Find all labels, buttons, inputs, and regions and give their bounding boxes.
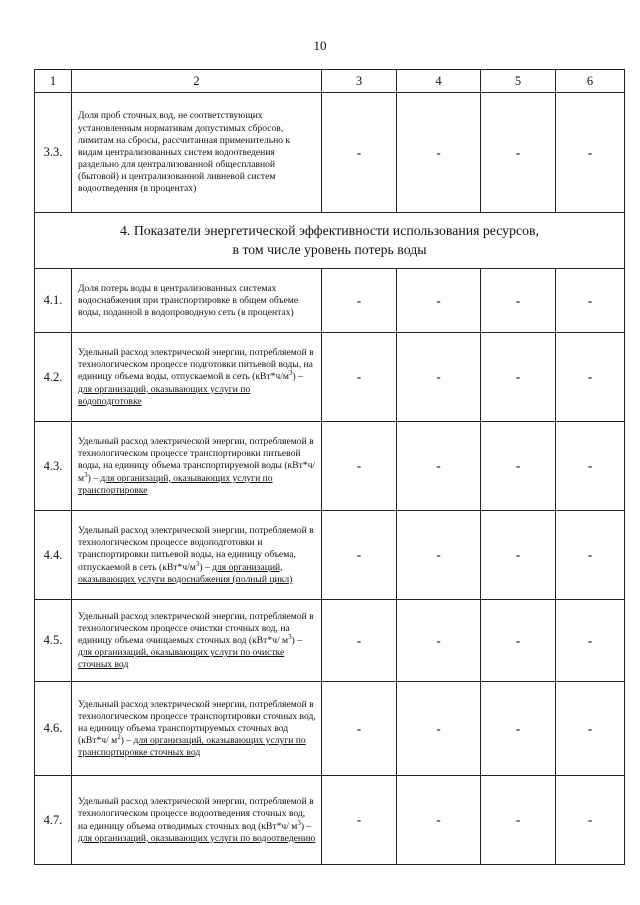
description-text: Удельный расход электрической энергии, потребляемой в технологическом процессе транспортировки сточных вод, на единицу объема транспортируемых сточных вод (кВт*ч/ м [78, 698, 316, 747]
row-number: 4.5. [35, 600, 72, 682]
table-row [35, 269, 625, 333]
row-value-col-5: - [481, 682, 556, 776]
row-value-col-6: - [556, 269, 625, 333]
row-number: 4.2. [35, 333, 72, 422]
row-value-col-6: - [556, 93, 625, 213]
description-dash: ) – [120, 735, 134, 747]
description-dash: ) – [199, 561, 213, 573]
row-value-col-3: - [322, 269, 397, 333]
table-row [35, 93, 625, 213]
row-value-col-5: - [481, 511, 556, 600]
row-description [72, 333, 322, 422]
row-value-col-4: - [397, 269, 481, 333]
row-value-col-6: - [556, 333, 625, 422]
row-value-col-5: - [481, 422, 556, 511]
description-scope: для организаций, оказывающих услуги по водоподготовке [78, 383, 251, 407]
row-number: 4.4. [35, 511, 72, 600]
row-number: 4.7. [35, 776, 72, 865]
row-description: Доля потерь воды в централизованных системах водоснабжения при транспортировке в общем объеме воды, поданной в водопроводную сеть (в процентах) [72, 269, 322, 333]
row-value-col-4: - [397, 682, 481, 776]
header-col-5: 5 [481, 70, 556, 93]
description-scope: для организаций, оказывающих услуги по водоотведению [78, 832, 316, 844]
header-col-2: 2 [72, 70, 322, 93]
unit-exponent: 3 [288, 632, 292, 641]
header-col-3: 3 [322, 70, 397, 93]
row-value-col-5: - [481, 269, 556, 333]
row-value-col-5: - [481, 333, 556, 422]
description-text: Удельный расход электрической энергии, потребляемой в технологическом процессе водоподготовки и транспортировки питьевой воды, на единицу объема, отпускаемой в сеть (кВт*ч/м [78, 525, 314, 573]
table-row [35, 682, 625, 776]
row-value-col-4: - [397, 333, 481, 422]
row-value-col-5: - [481, 600, 556, 682]
table-row [35, 511, 625, 600]
row-value-col-5: - [481, 93, 556, 213]
section-row [35, 213, 625, 269]
table-row [35, 333, 625, 422]
unit-exponent: 3 [289, 369, 293, 378]
description-scope: для организаций, оказывающих услуги по очистке сточных вод [78, 647, 285, 671]
row-description [72, 422, 322, 511]
row-value-col-6: - [556, 682, 625, 776]
row-value-col-4: - [397, 93, 481, 213]
page-number: 10 [313, 38, 327, 53]
row-value-col-6: - [556, 600, 625, 682]
indicators-table [34, 69, 625, 865]
row-value-col-3: - [322, 333, 397, 422]
row-description: Доля проб сточных вод, не соответствующих установленным нормативам допустимых сбросов, лимитам на сбросы, рассчитанная применительно к видам централизованных систем водоотведения раздельно для централизованной общесплавной (бытовой) и централизованной ливневой систем водоотведения (в процентах) [72, 93, 322, 213]
row-description [72, 776, 322, 865]
row-value-col-6: - [556, 776, 625, 865]
table-row [35, 600, 625, 682]
row-value-col-4: - [397, 600, 481, 682]
description-scope: для организаций, оказывающих услуги водоснабжения (полный цикл) [78, 561, 293, 585]
header-col-6: 6 [556, 70, 625, 93]
header-col-1: 1 [35, 70, 72, 93]
description-text: Удельный расход электрической энергии, потребляемой в технологическом процессе водоотведения сточных вод, на единицу объема отводимых сточных вод (кВт*ч/ м [78, 796, 314, 832]
description-dash: ) – [292, 371, 303, 383]
description-text: Удельный расход электрической энергии, потребляемой в технологическом процессе подготовки питьевой воды, на единицу объема воды, отпускаемой в сеть (кВт*ч/м [78, 347, 314, 383]
unit-exponent: 3 [84, 470, 88, 479]
table-row [35, 422, 625, 511]
row-description [72, 682, 322, 776]
row-value-col-4: - [397, 422, 481, 511]
section-heading [35, 213, 625, 269]
row-value-col-5: - [481, 776, 556, 865]
description-dash: ) – [300, 820, 312, 832]
unit-exponent: 3 [195, 559, 200, 568]
row-value-col-3: - [322, 93, 397, 213]
section-heading-line-1: 4. Показатели энергетической эффективности использования ресурсов, [120, 222, 539, 238]
section-heading-line-2: в том числе уровень потерь воды [232, 241, 427, 257]
row-value-col-3: - [322, 511, 397, 600]
row-value-col-6: - [556, 511, 625, 600]
row-number: 4.3. [35, 422, 72, 511]
row-description [72, 511, 322, 600]
unit-exponent: 2 [117, 732, 121, 741]
row-value-col-4: - [397, 776, 481, 865]
row-number: 4.1. [35, 269, 72, 333]
header-col-4: 4 [397, 70, 481, 93]
row-value-col-4: - [397, 511, 481, 600]
row-value-col-3: - [322, 776, 397, 865]
description-dash: ) – [87, 472, 101, 484]
row-value-col-3: - [322, 600, 397, 682]
row-value-col-6: - [556, 422, 625, 511]
row-number: 4.6. [35, 682, 72, 776]
row-number: 3.3. [35, 93, 72, 213]
row-value-col-3: - [322, 422, 397, 511]
row-description [72, 600, 322, 682]
unit-exponent: 3 [297, 818, 301, 827]
description-scope: для организаций, оказывающих услуги по транспортировке сточных вод [78, 735, 306, 759]
description-scope: для организаций, оказывающих услуги по транспортировке [78, 472, 273, 496]
table-header-row [35, 70, 625, 93]
description-dash: ) – [291, 634, 303, 646]
row-value-col-3: - [322, 682, 397, 776]
table-row [35, 776, 625, 865]
description-text: Удельный расход электрической энергии, потребляемой в технологическом процессе транспортировки питьевой воды, на единицу объема транспортируемой воды (кВт*ч/м [78, 436, 316, 484]
description-text: Удельный расход электрической энергии, потребляемой в технологическом процессе очистки сточных вод, на единицу объема очищаемых сточных вод (кВт*ч/ м [78, 610, 314, 646]
